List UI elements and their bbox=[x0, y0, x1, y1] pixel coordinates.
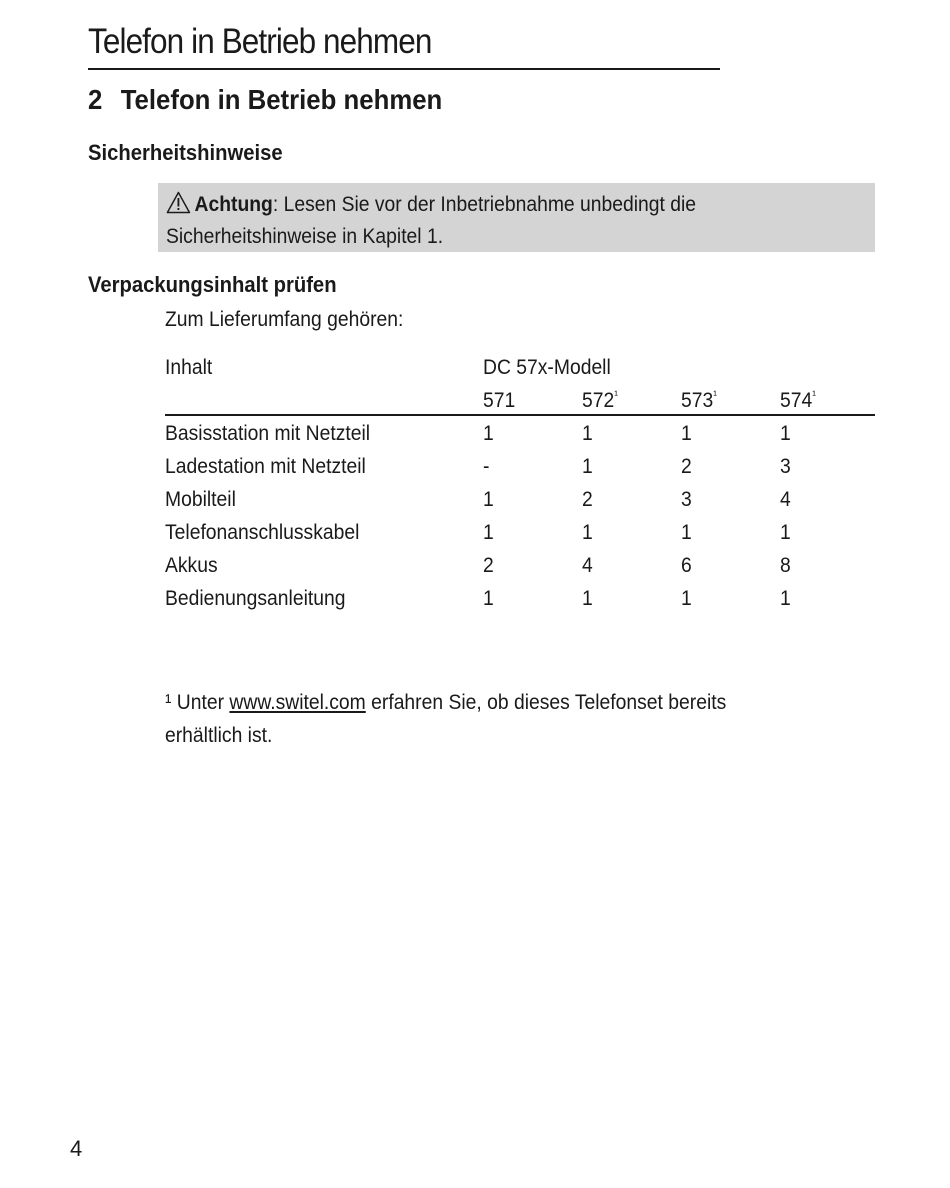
chapter-number: 2 bbox=[88, 84, 103, 115]
package-heading: Verpackungsinhalt prüfen bbox=[88, 272, 337, 297]
warning-label: Achtung bbox=[194, 193, 273, 216]
website-link[interactable]: www.switel.com bbox=[229, 691, 366, 714]
table-cell: 2 bbox=[483, 554, 494, 577]
table-row-label: Ladestation mit Netzteil bbox=[165, 455, 366, 478]
table-cell: 4 bbox=[780, 488, 791, 511]
table-header-model: DC 57x-Modell bbox=[483, 356, 611, 379]
model-number: 572 bbox=[582, 389, 615, 412]
running-header-text: Telefon in Betrieb nehmen bbox=[88, 22, 432, 61]
table-cell: 1 bbox=[483, 488, 494, 511]
table-cell: 1 bbox=[582, 587, 593, 610]
table-cell: 1 bbox=[780, 521, 791, 544]
package-intro: Zum Lieferumfang gehören: bbox=[165, 308, 404, 331]
table-cell: 2 bbox=[582, 488, 593, 511]
page-number: 4 bbox=[70, 1136, 83, 1161]
table-cell: 1 bbox=[681, 422, 692, 445]
table-cell: 8 bbox=[780, 554, 791, 577]
table-cell: 3 bbox=[681, 488, 692, 511]
table-cell: 1 bbox=[681, 587, 692, 610]
warning-text-1: : Lesen Sie vor der Inbetriebnahme unbedingt die bbox=[272, 193, 697, 216]
table-model-572 bbox=[582, 388, 618, 413]
footnote-marker: ¹ bbox=[713, 388, 717, 402]
table-cell: 1 bbox=[483, 521, 494, 544]
warning-line-1 bbox=[166, 191, 696, 220]
footnote-line-1 bbox=[165, 686, 726, 719]
table-row-label: Bedienungsanleitung bbox=[165, 587, 346, 610]
chapter-title bbox=[88, 84, 442, 116]
table-cell: 3 bbox=[780, 455, 791, 478]
table-row-label: Mobilteil bbox=[165, 488, 236, 511]
table-cell: 4 bbox=[582, 554, 593, 577]
table-row-label: Akkus bbox=[165, 554, 218, 577]
footnote-marker: ¹ bbox=[812, 388, 816, 402]
warning-triangle-icon bbox=[166, 191, 191, 220]
table-cell: 1 bbox=[582, 455, 593, 478]
table-cell: 1 bbox=[483, 422, 494, 445]
table-model-573 bbox=[681, 388, 717, 413]
footnote-mark: ¹ bbox=[165, 691, 172, 714]
table-row-label: Telefonanschlusskabel bbox=[165, 521, 360, 544]
table-cell: 1 bbox=[483, 587, 494, 610]
footnote-text-before: Unter bbox=[171, 691, 230, 714]
chapter-title-text: Telefon in Betrieb nehmen bbox=[120, 84, 443, 115]
safety-heading: Sicherheitshinweise bbox=[88, 140, 283, 165]
footnote bbox=[165, 686, 726, 752]
model-number: 573 bbox=[681, 389, 714, 412]
table-model-574 bbox=[780, 388, 816, 413]
footnote-text-after: erfahren Sie, ob dieses Telefonset bereits bbox=[365, 691, 727, 714]
table-cell: 2 bbox=[681, 455, 692, 478]
table-cell: 1 bbox=[582, 521, 593, 544]
table-cell: 1 bbox=[582, 422, 593, 445]
model-number: 574 bbox=[780, 389, 813, 412]
running-header bbox=[88, 22, 720, 70]
table-divider bbox=[165, 414, 875, 416]
table-cell: 1 bbox=[681, 521, 692, 544]
table-cell: 6 bbox=[681, 554, 692, 577]
table-cell: 1 bbox=[780, 422, 791, 445]
table-row-label: Basisstation mit Netzteil bbox=[165, 422, 371, 445]
table-model-571 bbox=[483, 388, 515, 413]
table-cell: - bbox=[483, 455, 490, 478]
warning-line-2: Sicherheitshinweise in Kapitel 1. bbox=[166, 225, 444, 248]
table-header-content: Inhalt bbox=[165, 356, 213, 379]
footnote-marker: ¹ bbox=[614, 388, 618, 402]
warning-box bbox=[158, 183, 875, 252]
footnote-line-2: erhältlich ist. bbox=[165, 724, 273, 747]
model-number: 571 bbox=[483, 389, 516, 412]
table-cell: 1 bbox=[780, 587, 791, 610]
